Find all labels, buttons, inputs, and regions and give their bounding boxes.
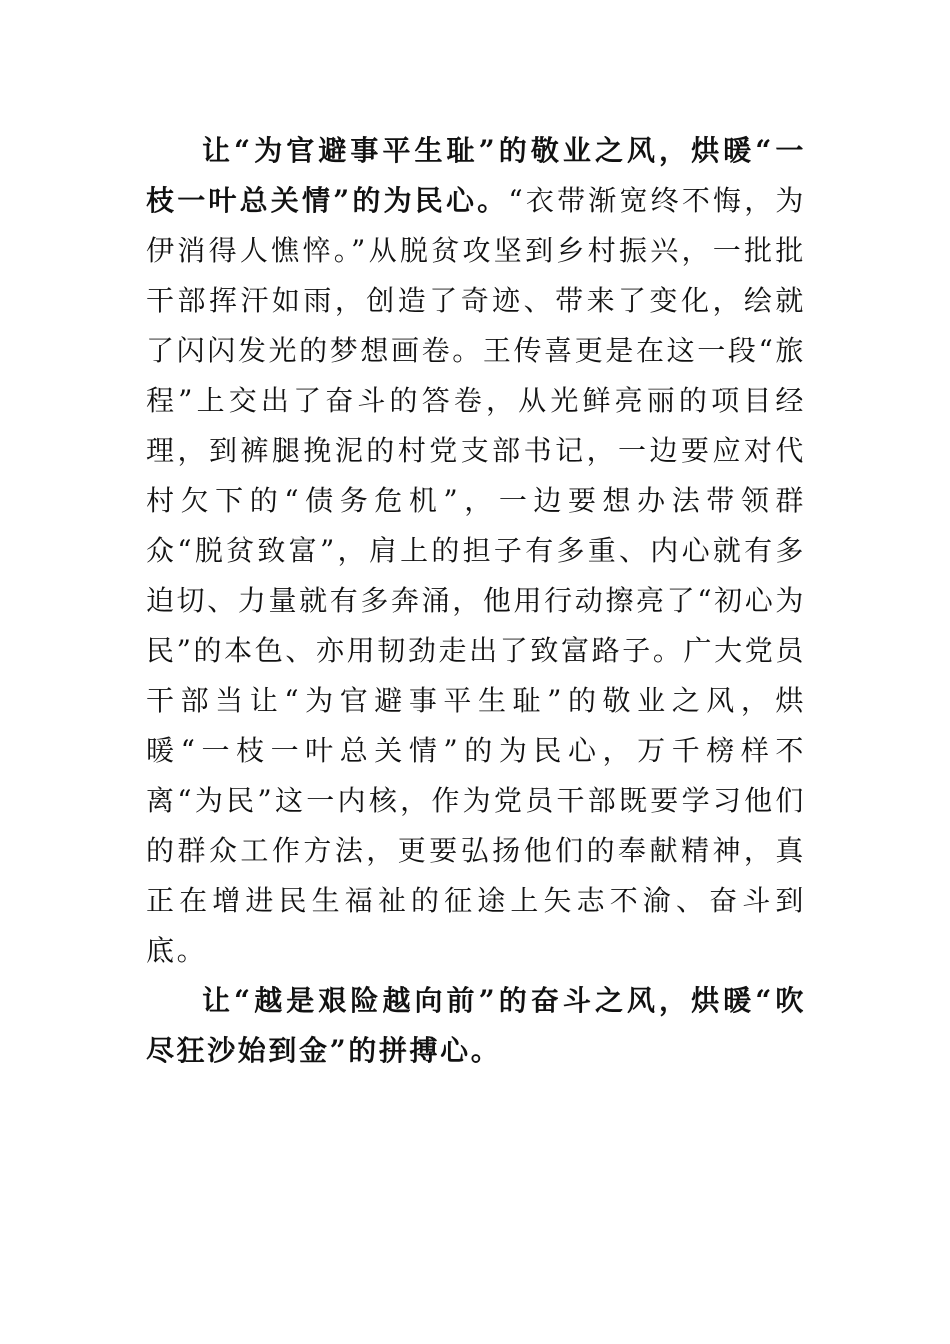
paragraph-2 [146,976,806,1076]
document-page [146,126,806,1076]
paragraph-1 [146,126,806,976]
paragraph-1-heading: 让“为官避事平生耻”的敬业之风，烘暖“一枝一叶总关情”的为民心。 [146,134,806,217]
paragraph-2-heading: 让“越是艰险越向前”的奋斗之风，烘暖“吹尽狂沙始到金”的拼搏心。 [146,984,806,1067]
paragraph-1-body: “衣带渐宽终不悔，为伊消得人憔悴。”从脱贫攻坚到乡村振兴，一批批干部挥汗如雨，创造了奇迹、带来了变化，绘就了闪闪发光的梦想画卷。王传喜更是在这一段“旅程”上交出了奋斗的答卷，从光鲜亮丽的项目经理，到裤腿挽泥的村党支部书记，一边要应对代村欠下的“债务危机”，一边要想办法带领群众“脱贫致富”，肩上的担子有多重、内心就有多迫切、力量就有多奔涌，他用行动擦亮了“初心为民”的本色、亦用韧劲走出了致富路子。广大党员干部当让“为官避事平生耻”的敬业之风，烘暖“一枝一叶总关情”的为民心，万千榜样不离“为民”这一内核，作为党员干部既要学习他们的群众工作方法，更要弘扬他们的奉献精神，真正在增进民生福祉的征途上矢志不渝、奋斗到底。 [146,184,806,967]
